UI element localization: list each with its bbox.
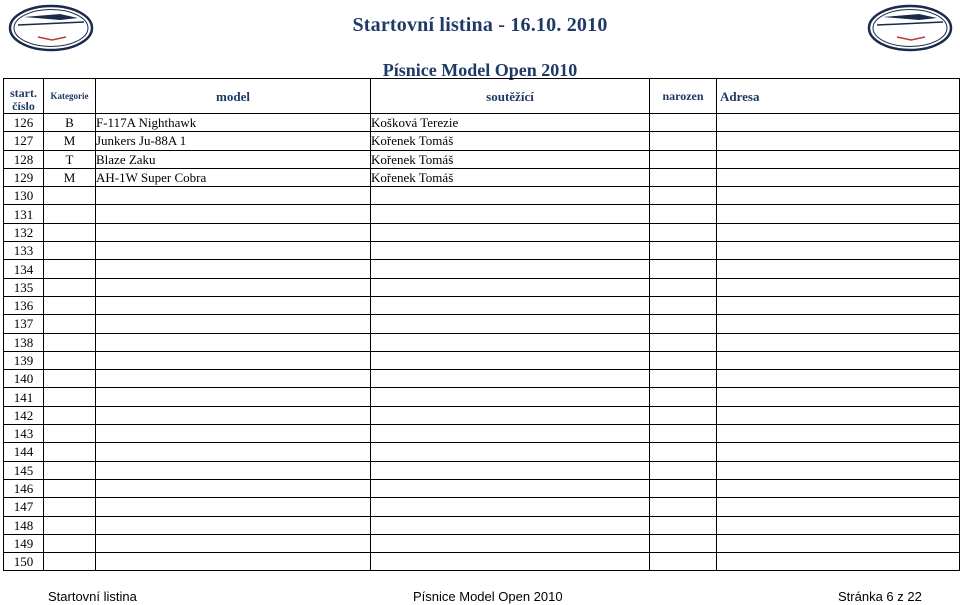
address-cell xyxy=(717,260,960,278)
table-row xyxy=(4,315,960,333)
start-number-cell: 126 xyxy=(4,114,44,132)
born-cell xyxy=(650,187,717,205)
table-row xyxy=(4,388,960,406)
category-cell: B xyxy=(44,114,96,132)
born-cell xyxy=(650,461,717,479)
table-row xyxy=(4,223,960,241)
competitor-cell xyxy=(371,187,650,205)
table-row xyxy=(4,351,960,369)
model-cell xyxy=(96,406,371,424)
born-cell xyxy=(650,425,717,443)
born-cell xyxy=(650,351,717,369)
table-row xyxy=(4,260,960,278)
model-cell xyxy=(96,461,371,479)
model-cell: Blaze Zaku xyxy=(96,150,371,168)
start-number-cell: 139 xyxy=(4,351,44,369)
born-cell xyxy=(650,223,717,241)
competitor-cell xyxy=(371,406,650,424)
start-number-cell: 135 xyxy=(4,278,44,296)
model-cell xyxy=(96,534,371,552)
table-row xyxy=(4,406,960,424)
born-cell xyxy=(650,443,717,461)
category-cell: T xyxy=(44,150,96,168)
born-cell xyxy=(650,333,717,351)
address-cell xyxy=(717,534,960,552)
category-cell xyxy=(44,461,96,479)
category-cell xyxy=(44,534,96,552)
header-start-line1: start. xyxy=(10,86,37,100)
model-cell xyxy=(96,479,371,497)
category-cell xyxy=(44,333,96,351)
category-cell xyxy=(44,278,96,296)
born-cell xyxy=(650,296,717,314)
model-cell xyxy=(96,425,371,443)
competitor-cell xyxy=(371,425,650,443)
competitor-cell xyxy=(371,333,650,351)
start-number-cell: 134 xyxy=(4,260,44,278)
model-cell xyxy=(96,223,371,241)
table-header-row xyxy=(4,79,960,114)
address-cell xyxy=(717,461,960,479)
category-cell xyxy=(44,516,96,534)
address-cell xyxy=(717,406,960,424)
table-row xyxy=(4,132,960,150)
start-number-cell: 133 xyxy=(4,242,44,260)
model-cell xyxy=(96,388,371,406)
competitor-cell xyxy=(371,370,650,388)
born-cell xyxy=(650,370,717,388)
category-cell xyxy=(44,296,96,314)
table-row xyxy=(4,534,960,552)
start-number-cell: 150 xyxy=(4,553,44,571)
header-competitor: soutěžící xyxy=(371,79,650,114)
model-cell xyxy=(96,553,371,571)
category-cell xyxy=(44,479,96,497)
header-start-number xyxy=(4,79,44,114)
address-cell xyxy=(717,296,960,314)
address-cell xyxy=(717,278,960,296)
header-born: narozen xyxy=(650,79,717,114)
model-cell xyxy=(96,260,371,278)
category-cell: M xyxy=(44,132,96,150)
category-cell xyxy=(44,553,96,571)
model-cell xyxy=(96,205,371,223)
address-cell xyxy=(717,370,960,388)
category-cell xyxy=(44,443,96,461)
header-address: Adresa xyxy=(717,79,960,114)
start-number-cell: 128 xyxy=(4,150,44,168)
born-cell xyxy=(650,132,717,150)
competitor-cell xyxy=(371,461,650,479)
start-number-cell: 142 xyxy=(4,406,44,424)
address-cell xyxy=(717,351,960,369)
start-number-cell: 132 xyxy=(4,223,44,241)
address-cell xyxy=(717,168,960,186)
model-cell xyxy=(96,498,371,516)
competitor-cell xyxy=(371,498,650,516)
start-list-table xyxy=(3,78,960,571)
table-row xyxy=(4,278,960,296)
category-cell xyxy=(44,205,96,223)
address-cell xyxy=(717,242,960,260)
start-number-cell: 131 xyxy=(4,205,44,223)
model-cell xyxy=(96,278,371,296)
model-cell xyxy=(96,187,371,205)
event-subtitle: Písnice Model Open 2010 xyxy=(382,60,578,80)
start-number-cell: 138 xyxy=(4,333,44,351)
competitor-cell xyxy=(371,479,650,497)
address-cell xyxy=(717,114,960,132)
category-cell xyxy=(44,498,96,516)
competitor-cell xyxy=(371,351,650,369)
address-cell xyxy=(717,498,960,516)
start-number-cell: 141 xyxy=(4,388,44,406)
footer-document-name: Startovní listina xyxy=(48,589,137,604)
competitor-cell xyxy=(371,260,650,278)
table-row xyxy=(4,205,960,223)
table-row xyxy=(4,168,960,186)
competitor-cell: Košková Terezie xyxy=(371,114,650,132)
competitor-cell xyxy=(371,205,650,223)
model-cell: Junkers Ju-88A 1 xyxy=(96,132,371,150)
table-row xyxy=(4,187,960,205)
table-row xyxy=(4,498,960,516)
category-cell xyxy=(44,242,96,260)
header-category: Kategorie xyxy=(44,79,96,114)
address-cell xyxy=(717,333,960,351)
born-cell xyxy=(650,242,717,260)
category-cell xyxy=(44,260,96,278)
category-cell xyxy=(44,187,96,205)
competitor-cell xyxy=(371,315,650,333)
born-cell xyxy=(650,278,717,296)
model-cell xyxy=(96,443,371,461)
competitor-cell xyxy=(371,516,650,534)
address-cell xyxy=(717,315,960,333)
table-row xyxy=(4,114,960,132)
competitor-cell xyxy=(371,553,650,571)
address-cell xyxy=(717,223,960,241)
table-row xyxy=(4,296,960,314)
competitor-cell: Kořenek Tomáš xyxy=(371,150,650,168)
competitor-cell xyxy=(371,278,650,296)
address-cell xyxy=(717,479,960,497)
address-cell xyxy=(717,150,960,168)
born-cell xyxy=(650,498,717,516)
start-number-cell: 148 xyxy=(4,516,44,534)
address-cell xyxy=(717,388,960,406)
address-cell xyxy=(717,187,960,205)
competitor-cell: Kořenek Tomáš xyxy=(371,132,650,150)
table-row xyxy=(4,443,960,461)
competitor-cell xyxy=(371,242,650,260)
header-start-line2: číslo xyxy=(12,99,35,113)
address-cell xyxy=(717,205,960,223)
born-cell xyxy=(650,388,717,406)
competitor-cell: Kořenek Tomáš xyxy=(371,168,650,186)
competitor-cell xyxy=(371,223,650,241)
model-cell xyxy=(96,333,371,351)
start-number-cell: 140 xyxy=(4,370,44,388)
category-cell xyxy=(44,370,96,388)
category-cell xyxy=(44,406,96,424)
start-number-cell: 144 xyxy=(4,443,44,461)
category-cell xyxy=(44,351,96,369)
category-cell xyxy=(44,388,96,406)
table-row xyxy=(4,553,960,571)
start-number-cell: 137 xyxy=(4,315,44,333)
category-cell xyxy=(44,315,96,333)
born-cell xyxy=(650,168,717,186)
start-number-cell: 127 xyxy=(4,132,44,150)
address-cell xyxy=(717,443,960,461)
table-row xyxy=(4,425,960,443)
table-row xyxy=(4,461,960,479)
address-cell xyxy=(717,425,960,443)
footer-event-name: Písnice Model Open 2010 xyxy=(413,589,563,604)
start-number-cell: 145 xyxy=(4,461,44,479)
page-title: Startovní listina - 16.10. 2010 xyxy=(352,14,608,36)
born-cell xyxy=(650,114,717,132)
born-cell xyxy=(650,260,717,278)
start-number-cell: 146 xyxy=(4,479,44,497)
category-cell xyxy=(44,223,96,241)
start-number-cell: 143 xyxy=(4,425,44,443)
start-number-cell: 136 xyxy=(4,296,44,314)
footer-page-number: Stránka 6 z 22 xyxy=(838,589,922,604)
start-number-cell: 130 xyxy=(4,187,44,205)
model-cell xyxy=(96,315,371,333)
category-cell: M xyxy=(44,168,96,186)
born-cell xyxy=(650,479,717,497)
born-cell xyxy=(650,406,717,424)
table-row xyxy=(4,479,960,497)
model-cell xyxy=(96,296,371,314)
start-number-cell: 129 xyxy=(4,168,44,186)
table-row xyxy=(4,370,960,388)
model-cell xyxy=(96,370,371,388)
born-cell xyxy=(650,205,717,223)
start-number-cell: 147 xyxy=(4,498,44,516)
model-cell xyxy=(96,351,371,369)
born-cell xyxy=(650,534,717,552)
header-model: model xyxy=(96,79,371,114)
competitor-cell xyxy=(371,534,650,552)
competitor-cell xyxy=(371,388,650,406)
born-cell xyxy=(650,553,717,571)
born-cell xyxy=(650,150,717,168)
start-number-cell: 149 xyxy=(4,534,44,552)
table-row xyxy=(4,333,960,351)
born-cell xyxy=(650,516,717,534)
model-cell xyxy=(96,242,371,260)
table-row xyxy=(4,516,960,534)
address-cell xyxy=(717,553,960,571)
address-cell xyxy=(717,516,960,534)
address-cell xyxy=(717,132,960,150)
model-cell: AH-1W Super Cobra xyxy=(96,168,371,186)
category-cell xyxy=(44,425,96,443)
model-cell: F-117A Nighthawk xyxy=(96,114,371,132)
competitor-cell xyxy=(371,296,650,314)
born-cell xyxy=(650,315,717,333)
table-row xyxy=(4,242,960,260)
model-cell xyxy=(96,516,371,534)
competitor-cell xyxy=(371,443,650,461)
table-row xyxy=(4,150,960,168)
